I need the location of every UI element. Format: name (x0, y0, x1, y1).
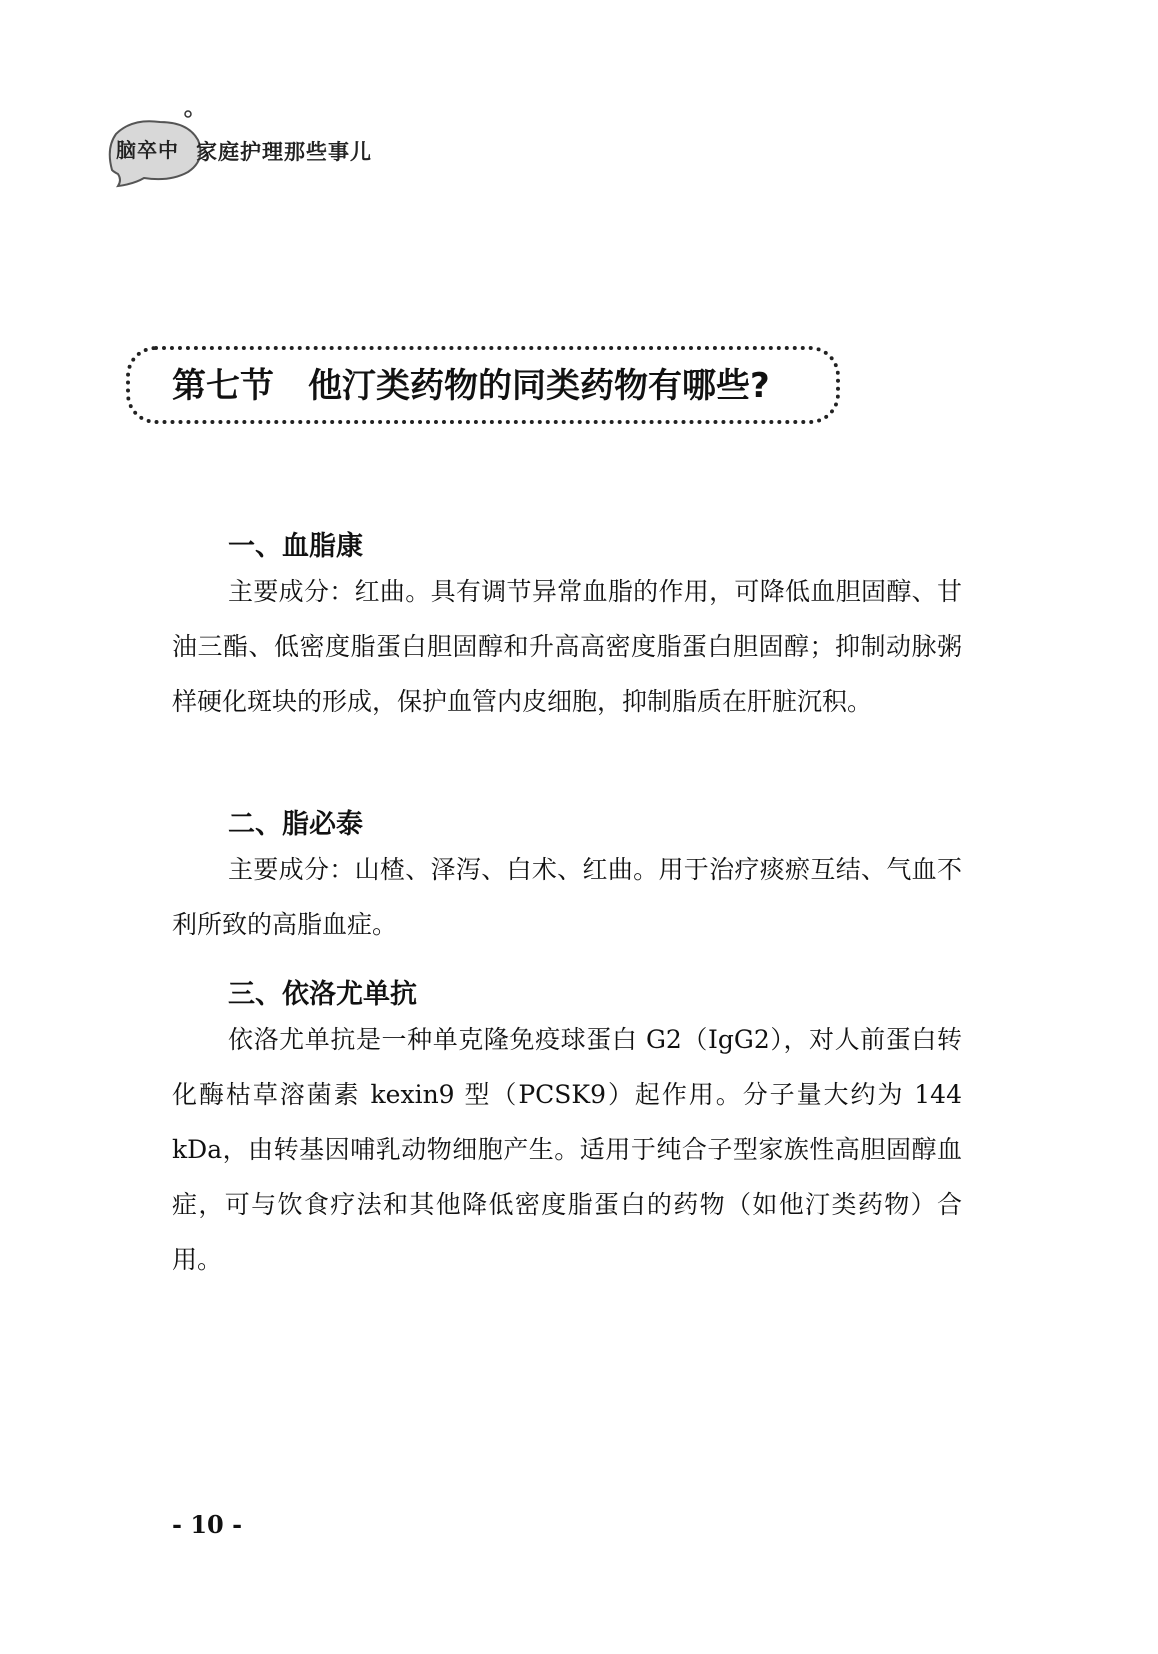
item-heading: 二、脂必泰 (228, 809, 363, 840)
page-number: - 10 - (172, 1510, 243, 1539)
item-body: 主要成分：红曲。具有调节异常血脂的作用，可降低血胆固醇、甘油三酯、低密度脂蛋白胆固醇和升高高密度脂蛋白胆固醇；抑制动脉粥样硬化斑块的形成，保护血管内皮细胞，抑制脂质在肝脏沉积。 (172, 577, 962, 716)
section-label: 第七节 (172, 366, 274, 406)
header-brand: 脑卒中 (116, 138, 179, 162)
item-heading: 三、依洛尤单抗 (228, 979, 417, 1010)
item-heading: 一、血脂康 (228, 531, 363, 562)
section-heading: 他汀类药物的同类药物有哪些? (308, 366, 770, 406)
item-body: 主要成分：山楂、泽泻、白术、红曲。用于治疗痰瘀互结、气血不利所致的高脂血症。 (172, 855, 962, 939)
section-title (172, 358, 770, 407)
item-body: 依洛尤单抗是一种单克隆免疫球蛋白 G2（IgG2），对人前蛋白转化酶枯草溶菌素 kexin9 型（PCSK9）起作用。分子量大约为 144 kDa，由转基因哺乳动物细胞产生。适用于纯合子型家族性高胆固醇血症，可与饮食疗法和其他降低密度脂蛋白的药物（如他汀类药物）合用。 (172, 1025, 962, 1274)
header-subtitle: 家庭护理那些事儿 (196, 140, 372, 164)
